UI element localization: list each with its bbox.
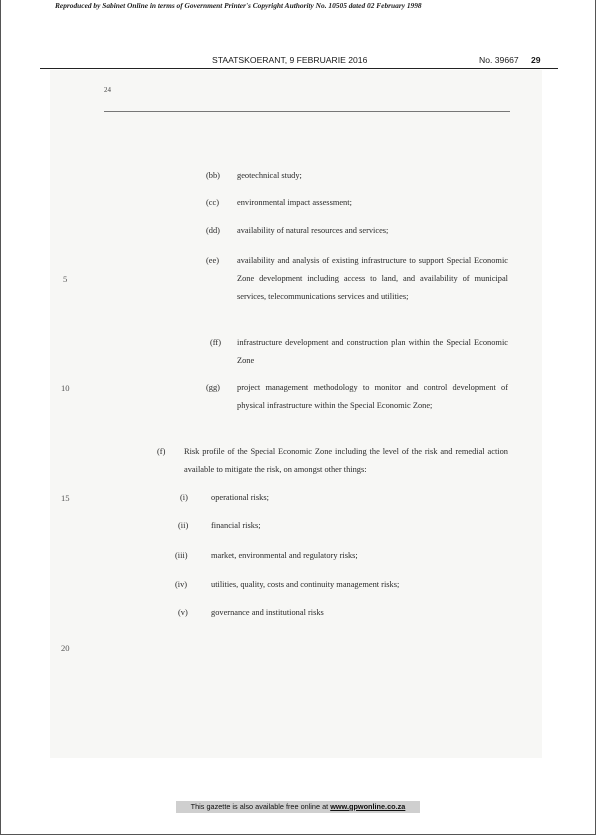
list-item-text: infrastructure development and construction plan within the Special Economic Zone xyxy=(237,338,508,365)
list-item-label: (v) xyxy=(178,608,188,617)
footer-notice xyxy=(176,802,420,811)
scan-page-number: 24 xyxy=(104,86,111,94)
list-item-text: financial risks; xyxy=(211,521,261,530)
list-item-text: Risk profile of the Special Economic Zone including the level of the risk and remedial action available to mitigate the risk, on amongst other things: xyxy=(184,447,508,474)
line-number: 20 xyxy=(61,643,70,653)
list-item-text: project management methodology to monitor and control development of physical infrastructure within the Special Economic Zone; xyxy=(237,383,508,410)
list-item-text: availability and analysis of existing infrastructure to support Special Economic Zone development including access to land, and availability of municipal services, telecommunications services and utilities; xyxy=(237,256,508,301)
list-item-text: governance and institutional risks xyxy=(211,608,324,617)
list-item-label: (iii) xyxy=(175,551,188,560)
list-item-label: (iv) xyxy=(175,580,188,589)
list-item-text: operational risks; xyxy=(211,493,269,502)
gazette-page-number: 29 xyxy=(531,55,541,65)
header-rule xyxy=(40,68,558,69)
list-item-text: environmental impact assessment; xyxy=(237,198,352,207)
issue-number: No. 39667 xyxy=(479,55,519,65)
scan-header-rule xyxy=(104,111,510,112)
list-item-label: (gg) xyxy=(206,383,220,392)
list-item-text: market, environmental and regulatory risks; xyxy=(211,551,358,560)
footer-text: This gazette is also available free online at xyxy=(190,802,329,811)
list-item-label: (ii) xyxy=(178,521,189,530)
list-item-label: (ff) xyxy=(210,338,222,347)
line-number: 5 xyxy=(63,274,68,284)
list-item-label: (ee) xyxy=(206,256,220,265)
list-item-label: (dd) xyxy=(206,226,220,235)
list-item-label: (f) xyxy=(157,447,166,456)
list-item-label: (cc) xyxy=(206,198,220,207)
line-number: 15 xyxy=(61,493,70,503)
gazette-title: STAATSKOERANT, 9 FEBRUARIE 2016 xyxy=(212,55,368,65)
list-item-label: (i) xyxy=(180,493,188,502)
list-item-text: utilities, quality, costs and continuity management risks; xyxy=(211,580,400,589)
footer-website-link[interactable]: www.gpwonline.co.za xyxy=(330,802,406,811)
reproduction-notice: Reproduced by Sabinet Online in terms of Government Printer's Copyright Authority No. 10505 dated 02 February 1998 xyxy=(55,1,422,10)
list-item-text: availability of natural resources and services; xyxy=(237,226,389,235)
list-item-label: (bb) xyxy=(206,171,220,180)
list-item-text: geotechnical study; xyxy=(237,171,302,180)
line-number: 10 xyxy=(61,383,70,393)
page-border-left xyxy=(0,0,1,835)
